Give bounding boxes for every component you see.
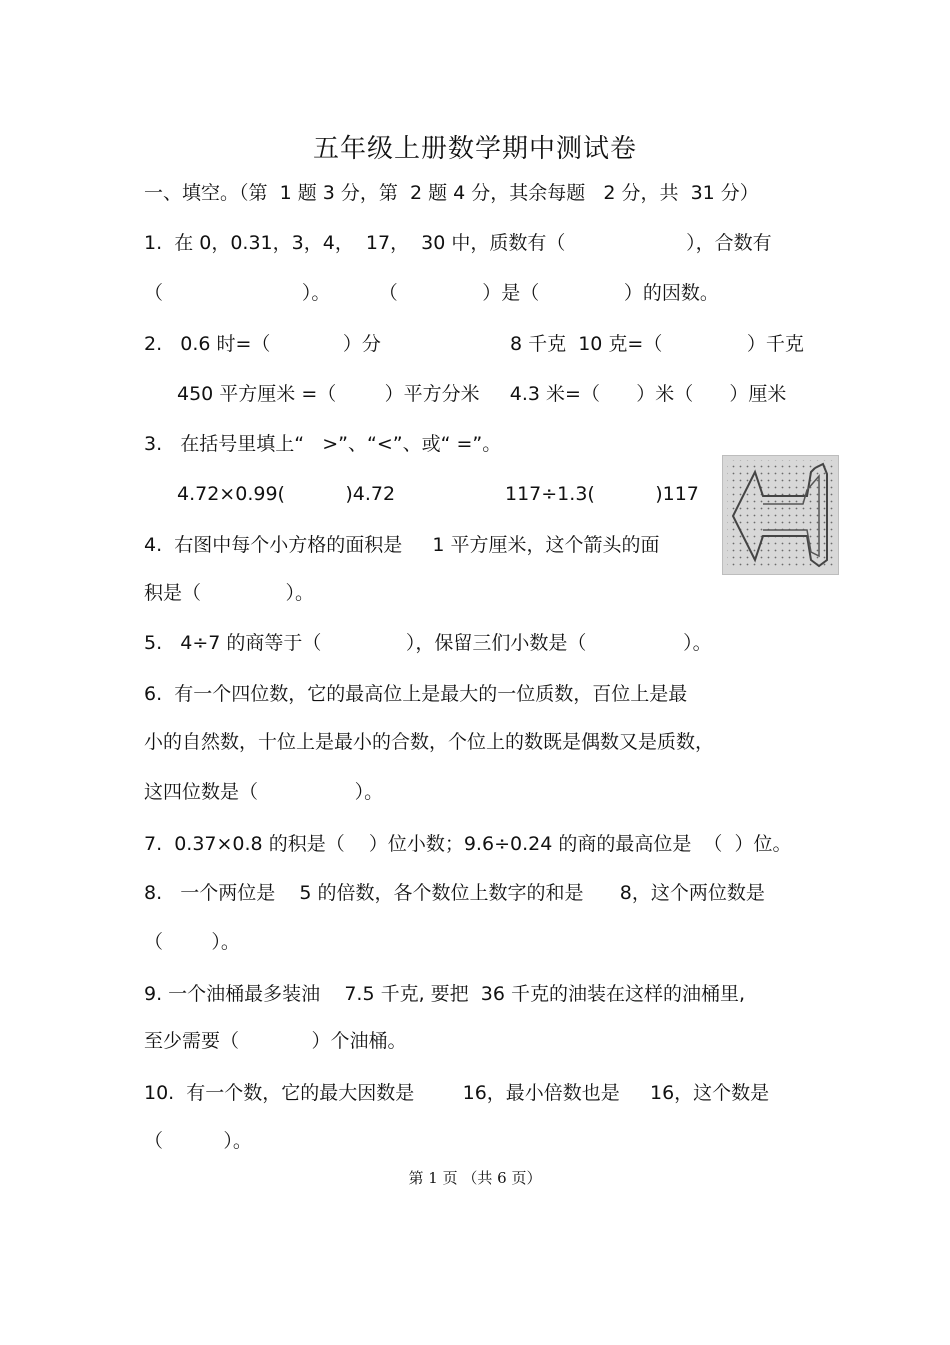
question-7-line-1: 7. 0.37×0.8 的积是（ ）位小数；9.6÷0.24 的商的最高位是 （ ）位。: [144, 833, 792, 855]
question-1-line-2: （ ）。 （ ）是（ ）的因数。: [144, 282, 719, 304]
question-10-line-1: 10. 有一个数，它的最大因数是 16，最小倍数也是 16，这个数是: [144, 1082, 770, 1104]
page-title: 五年级上册数学期中测试卷: [312, 134, 637, 164]
question-3-line-2b: 117÷1.3( )117: [505, 483, 699, 505]
question-1-line-1: 1. 在 0，0.31，3，4， 17， 30 中，质数有（ ），合数有: [144, 232, 772, 254]
section1-heading: 一、填空。（第 1 题 3 分，第 2 题 4 分，其余每题 2 分，共 31 分）: [144, 182, 759, 204]
question-4-line-1: 4. 右图中每个小方格的面积是 1 平方厘米，这个箭头的面: [144, 534, 660, 556]
question-8-line-1: 8. 一个两位是 5 的倍数，各个数位上数字的和是 8，这个两位数是: [144, 882, 765, 904]
question-2-line-1b: 8 千克 10 克=（ ）千克: [510, 333, 804, 355]
question-10-line-2: （ ）。: [144, 1130, 252, 1152]
question-3-line-1: 3. 在括号里填上“ >”、“<”、或“ =”。: [144, 433, 502, 455]
arrow-grid-image: [723, 456, 838, 574]
question-5-line-1: 5. 4÷7 的商等于（ ），保留三们小数是（ ）。: [144, 632, 712, 654]
question-2-line-2: 450 平方厘米 =（ ）平方分米 4.3 米=（ ）米（ ）厘米: [177, 383, 787, 405]
question-6-line-1: 6. 有一个四位数，它的最高位上是最大的一位质数，百位上是最: [144, 683, 688, 705]
question-9-line-1: 9. 一个油桶最多装油 7.5 千克, 要把 36 千克的油装在这样的油桶里,: [144, 983, 745, 1005]
question-6-line-2: 小的自然数，十位上是最小的合数，个位上的数既是偶数又是质数，: [144, 731, 715, 753]
question-3-line-2a: 4.72×0.99( )4.72: [177, 483, 396, 505]
question-8-line-2: （ ）。: [144, 931, 240, 953]
question-4-line-2: 积是（ ）。: [144, 582, 315, 604]
question-9-line-2: 至少需要（ ）个油桶。: [144, 1030, 407, 1052]
page-footer: 第 1 页 （共 6 页）: [408, 1169, 542, 1187]
question-6-line-3: 这四位数是（ ）。: [144, 781, 384, 803]
question-2-line-1a: 2. 0.6 时=（ ）分: [144, 333, 381, 355]
arrow-grid-figure: [722, 455, 839, 575]
